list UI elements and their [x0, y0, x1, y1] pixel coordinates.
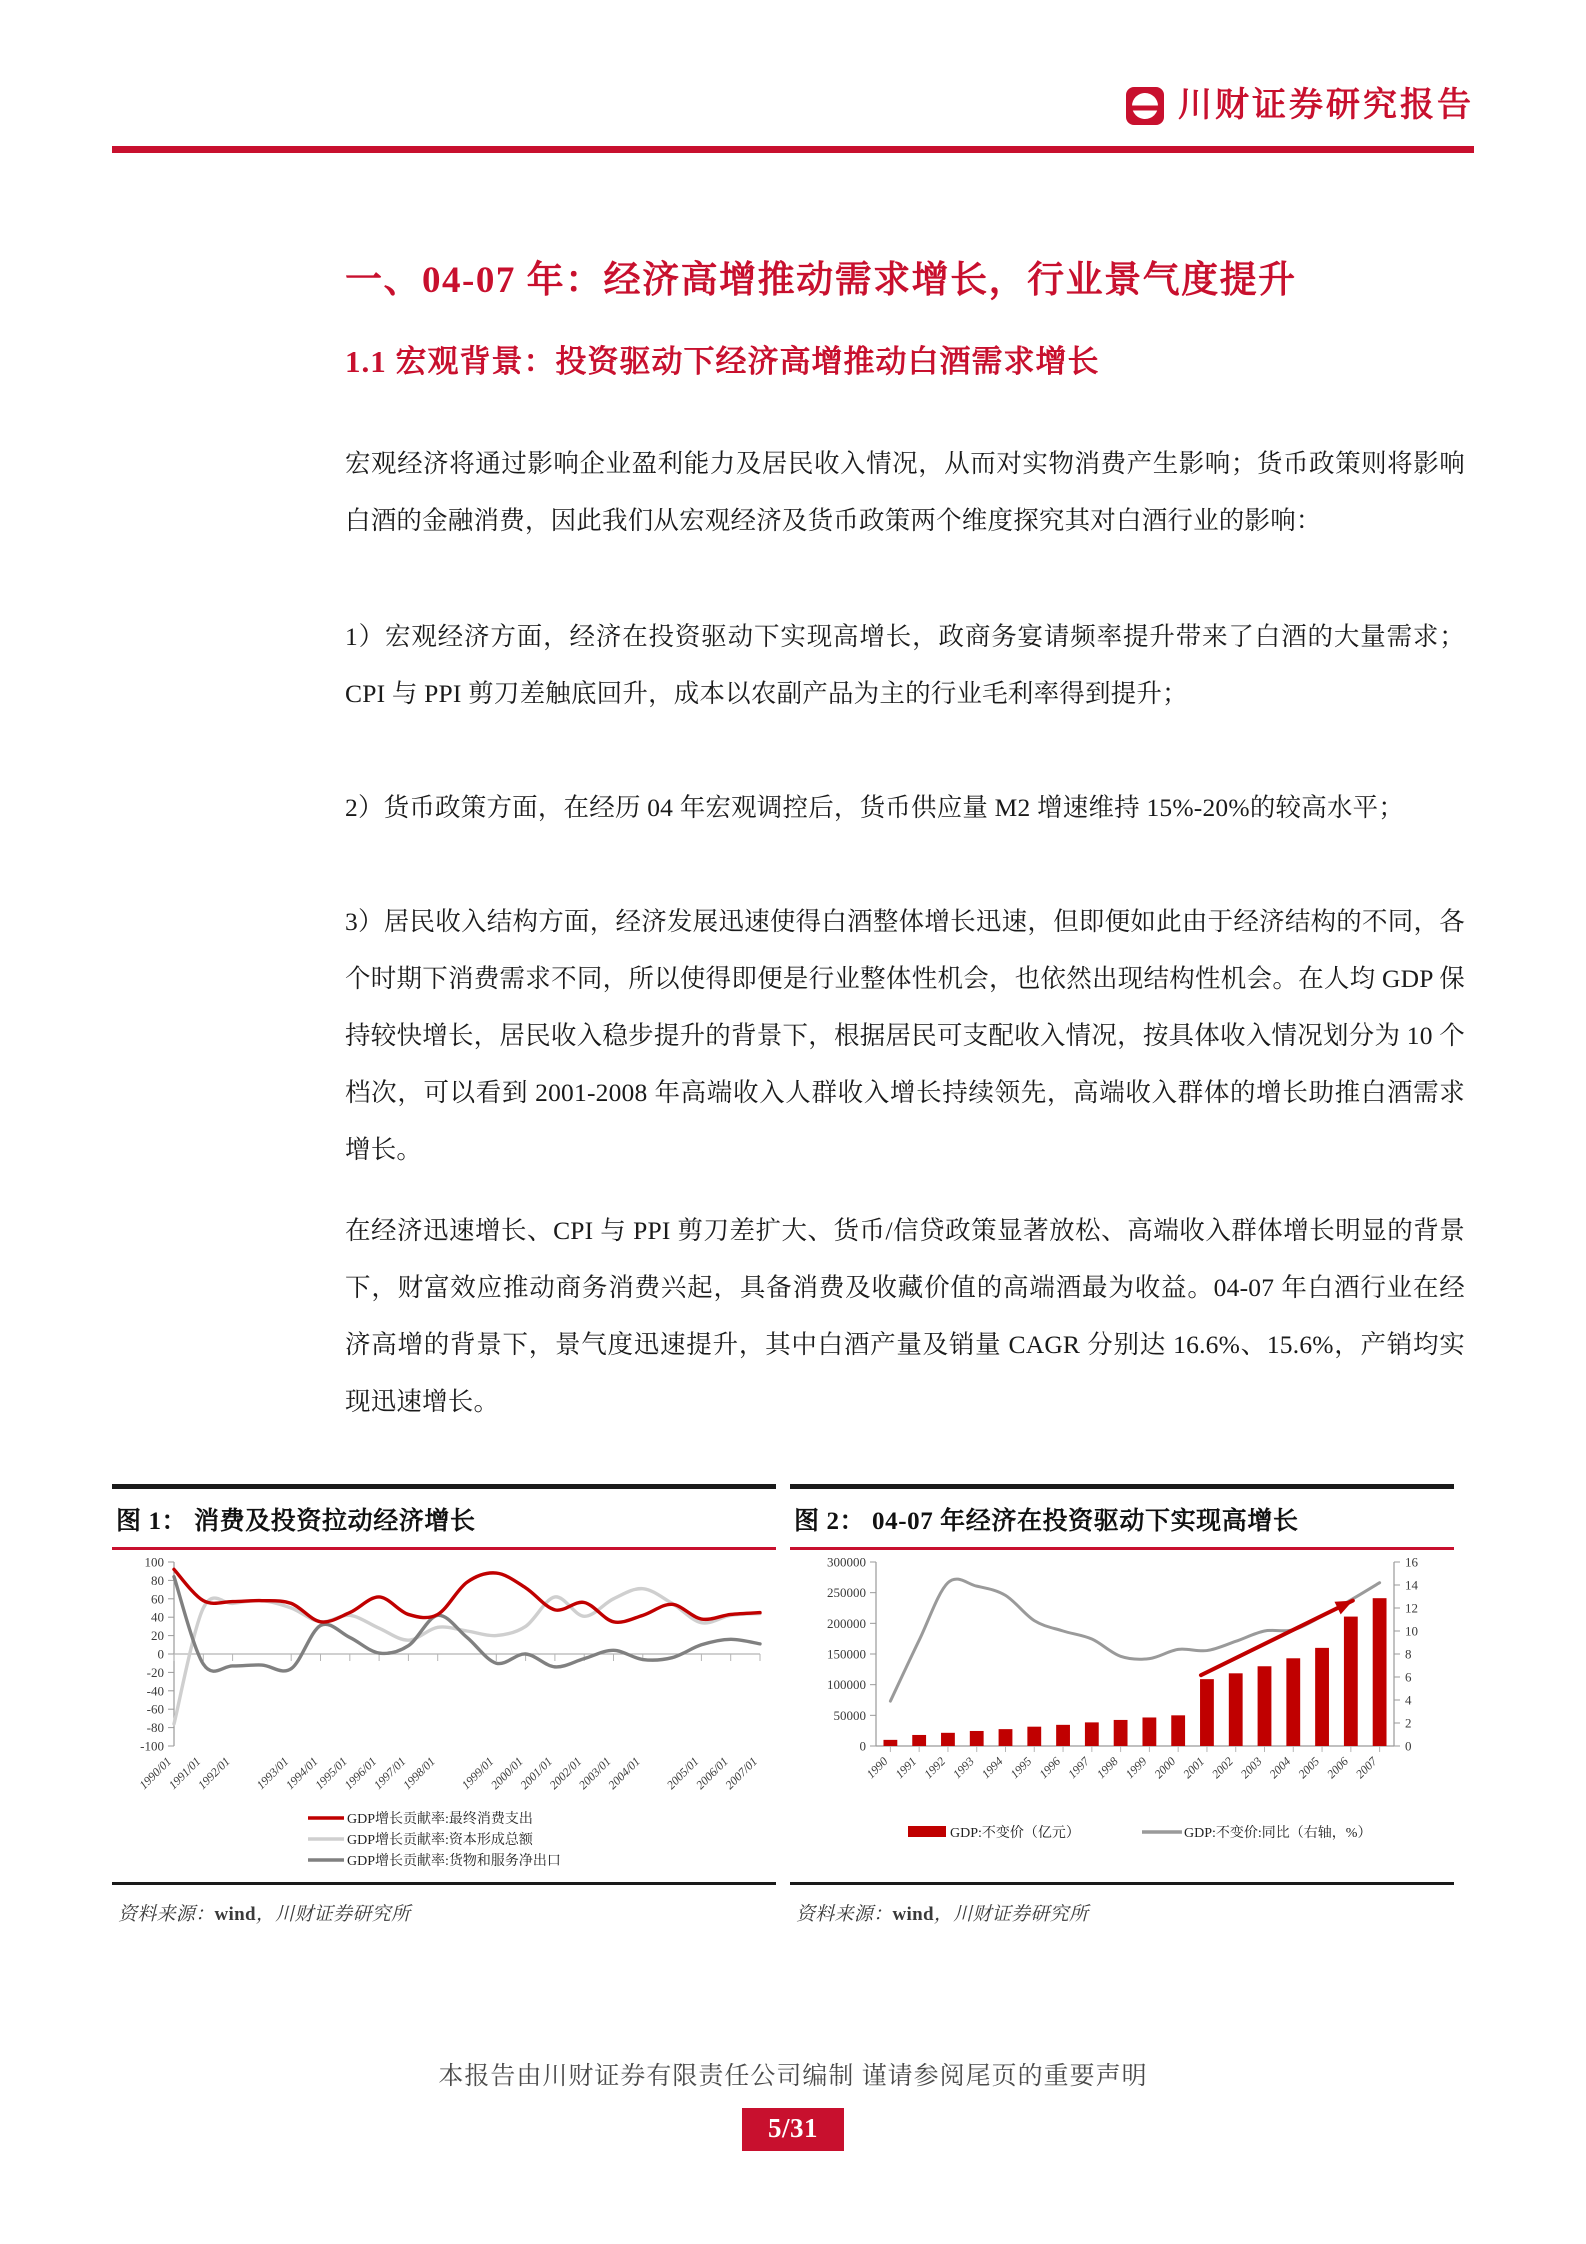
svg-text:2006: 2006: [1324, 1753, 1351, 1781]
svg-text:1990/01: 1990/01: [136, 1753, 175, 1792]
svg-text:14: 14: [1405, 1577, 1418, 1592]
section-heading-1: 一、04-07 年：经济高增推动需求增长，行业景气度提升: [345, 260, 1297, 301]
figure-1-source-wind: wind: [214, 1904, 256, 1925]
page-number-badge: 5/31: [742, 2108, 844, 2151]
svg-text:2007: 2007: [1352, 1753, 1380, 1781]
paragraph-item-1: 1）宏观经济方面，经济在投资驱动下实现高增长，政商务宴请频率提升带来了白酒的大量需求；CPI 与 PPI 剪刀差触底回升，成本以农副产品为主的行业毛利率得到提升；: [345, 622, 1465, 708]
svg-text:8: 8: [1405, 1646, 1412, 1661]
svg-text:2007/01: 2007/01: [722, 1753, 761, 1792]
svg-text:1998: 1998: [1093, 1753, 1121, 1781]
svg-text:-20: -20: [146, 1664, 164, 1680]
svg-text:-40: -40: [146, 1682, 164, 1698]
figure-2-source-suffix: ，川财证券研究所: [933, 1904, 1089, 1925]
svg-text:1991: 1991: [892, 1753, 920, 1781]
svg-text:2005: 2005: [1295, 1753, 1323, 1781]
svg-text:16: 16: [1405, 1554, 1418, 1569]
svg-text:1992/01: 1992/01: [195, 1753, 233, 1792]
figure-2-source-wind: wind: [892, 1904, 934, 1925]
svg-text:80: 80: [151, 1572, 164, 1588]
svg-text:1998/01: 1998/01: [400, 1753, 438, 1792]
svg-text:1992: 1992: [921, 1753, 949, 1781]
svg-text:1995/01: 1995/01: [312, 1753, 350, 1792]
svg-text:50000: 50000: [833, 1707, 866, 1723]
svg-text:GDP:不变价（亿元）: GDP:不变价（亿元）: [950, 1825, 1080, 1841]
svg-text:1993: 1993: [949, 1753, 977, 1781]
paragraph-intro: 宏观经济将通过影响企业盈利能力及居民收入情况，从而对实物消费产生影响；货币政策则将影响白酒的金融消费，因此我们从宏观经济及货币政策两个维度探究其对白酒行业的影响：: [345, 449, 1465, 535]
svg-text:2: 2: [1405, 1715, 1412, 1730]
svg-text:2004/01: 2004/01: [605, 1753, 643, 1792]
svg-text:4: 4: [1405, 1692, 1412, 1707]
svg-text:1997/01: 1997/01: [370, 1753, 409, 1792]
svg-text:1994/01: 1994/01: [282, 1753, 321, 1792]
paragraph-item-3: 3）居民收入结构方面，经济发展迅速使得白酒整体增长迅速，但即便如此由于经济结构的不同，各个时期下消费需求不同，所以使得即便是行业整体性机会，也依然出现结构性机会。在人均 GDP 保持较快增长，居民收入稳步提升的背景下，根据居民可支配收入情况，按具体收入情况划分为 10 个档次，可以看到 2001-2008 年高端收入人群收入增长持续领先，高端收入群体的增长助推白酒需求增长。: [345, 907, 1465, 1164]
swap-arrows-logo-icon: [1126, 87, 1164, 125]
svg-text:300000: 300000: [827, 1554, 866, 1569]
svg-text:12: 12: [1405, 1600, 1418, 1615]
figure-1-caption: 图 1： 消费及投资拉动经济增长: [116, 1508, 476, 1535]
svg-text:10: 10: [1405, 1623, 1418, 1638]
footer-disclaimer: 本报告由川财证券有限责任公司编制 谨请参阅尾页的重要声明: [438, 2063, 1148, 2090]
bar-line-chart-gdp: [790, 1550, 1454, 1880]
svg-text:1996/01: 1996/01: [341, 1753, 380, 1792]
svg-text:100000: 100000: [827, 1676, 866, 1692]
svg-text:0: 0: [859, 1738, 866, 1753]
paragraph-summary: 在经济迅速增长、CPI 与 PPI 剪刀差扩大、货币/信贷政策显著放松、高端收入群体增长明显的背景下，财富效应推动商务消费兴起，具备消费及收藏价值的高端酒最为收益。04-07 年白酒行业在经济高增的背景下，景气度迅速提升，其中白酒产量及销量 CAGR 分别达 16.6%、15.6%，产销均实现迅速增长。: [345, 1216, 1465, 1416]
figure-1-source-prefix: 资料来源：: [118, 1904, 215, 1925]
svg-text:40: 40: [151, 1609, 164, 1625]
svg-text:2002/01: 2002/01: [546, 1753, 585, 1792]
svg-text:60: 60: [151, 1590, 164, 1606]
svg-text:0: 0: [1405, 1738, 1412, 1753]
brand-title: 川财证券研究报告: [1178, 87, 1474, 124]
svg-text:-100: -100: [140, 1738, 164, 1753]
svg-text:2000: 2000: [1151, 1753, 1179, 1781]
svg-text:0: 0: [157, 1646, 164, 1661]
paragraph-item-2: 2）货币政策方面，在经历 04 年宏观调控后，货币供应量 M2 增速维持 15%-20%的较高水平；: [345, 793, 1405, 822]
svg-text:-80: -80: [146, 1719, 164, 1735]
svg-text:GDP:不变价:同比（右轴，%）: GDP:不变价:同比（右轴，%）: [1184, 1825, 1372, 1841]
figure-2-source-prefix: 资料来源：: [796, 1904, 893, 1925]
svg-text:1999: 1999: [1122, 1753, 1150, 1781]
svg-text:250000: 250000: [827, 1584, 866, 1600]
svg-text:2006/01: 2006/01: [693, 1753, 731, 1792]
figure-2-caption: 图 2： 04-07 年经济在投资驱动下实现高增长: [794, 1508, 1299, 1535]
figure-2-plot: [790, 1550, 1454, 1880]
figure-1: [112, 1484, 776, 1958]
svg-text:1993/01: 1993/01: [253, 1753, 292, 1792]
svg-text:1995: 1995: [1007, 1753, 1035, 1781]
svg-text:2004: 2004: [1266, 1753, 1294, 1781]
page-header: [112, 82, 1474, 142]
svg-text:2000/01: 2000/01: [488, 1753, 526, 1792]
svg-text:GDP增长贡献率:货物和服务净出口: GDP增长贡献率:货物和服务净出口: [347, 1853, 561, 1869]
figure-1-source: [112, 1885, 776, 1926]
svg-text:2003/01: 2003/01: [575, 1753, 614, 1792]
figure-1-source-suffix: ，川财证券研究所: [255, 1904, 411, 1925]
svg-text:GDP增长贡献率:最终消费支出: GDP增长贡献率:最终消费支出: [347, 1811, 533, 1827]
line-chart-gdp-contribution: [112, 1550, 776, 1880]
svg-text:2005/01: 2005/01: [663, 1753, 702, 1792]
svg-text:2002: 2002: [1208, 1753, 1236, 1781]
svg-text:2001: 2001: [1180, 1753, 1208, 1781]
svg-text:150000: 150000: [827, 1646, 866, 1661]
svg-text:GDP增长贡献率:资本形成总额: GDP增长贡献率:资本形成总额: [347, 1832, 533, 1848]
svg-text:1990: 1990: [863, 1753, 891, 1781]
section-heading-1-1: 1.1 宏观背景：投资驱动下经济高增推动白酒需求增长: [345, 344, 1100, 379]
header-divider: [112, 146, 1474, 153]
svg-text:6: 6: [1405, 1669, 1412, 1684]
svg-text:1996: 1996: [1036, 1753, 1064, 1781]
svg-text:1991/01: 1991/01: [165, 1753, 204, 1792]
svg-text:-60: -60: [146, 1701, 164, 1717]
svg-text:200000: 200000: [827, 1615, 866, 1631]
svg-text:100: 100: [144, 1554, 164, 1569]
svg-text:2001/01: 2001/01: [517, 1753, 556, 1792]
svg-text:2003: 2003: [1237, 1753, 1265, 1781]
figure-2: [790, 1484, 1454, 1958]
figure-1-plot: [112, 1550, 776, 1880]
svg-text:1999/01: 1999/01: [458, 1753, 497, 1792]
figure-2-source: [790, 1885, 1454, 1926]
svg-text:1997: 1997: [1065, 1753, 1092, 1781]
svg-text:1994: 1994: [978, 1753, 1006, 1781]
svg-text:20: 20: [151, 1627, 164, 1643]
